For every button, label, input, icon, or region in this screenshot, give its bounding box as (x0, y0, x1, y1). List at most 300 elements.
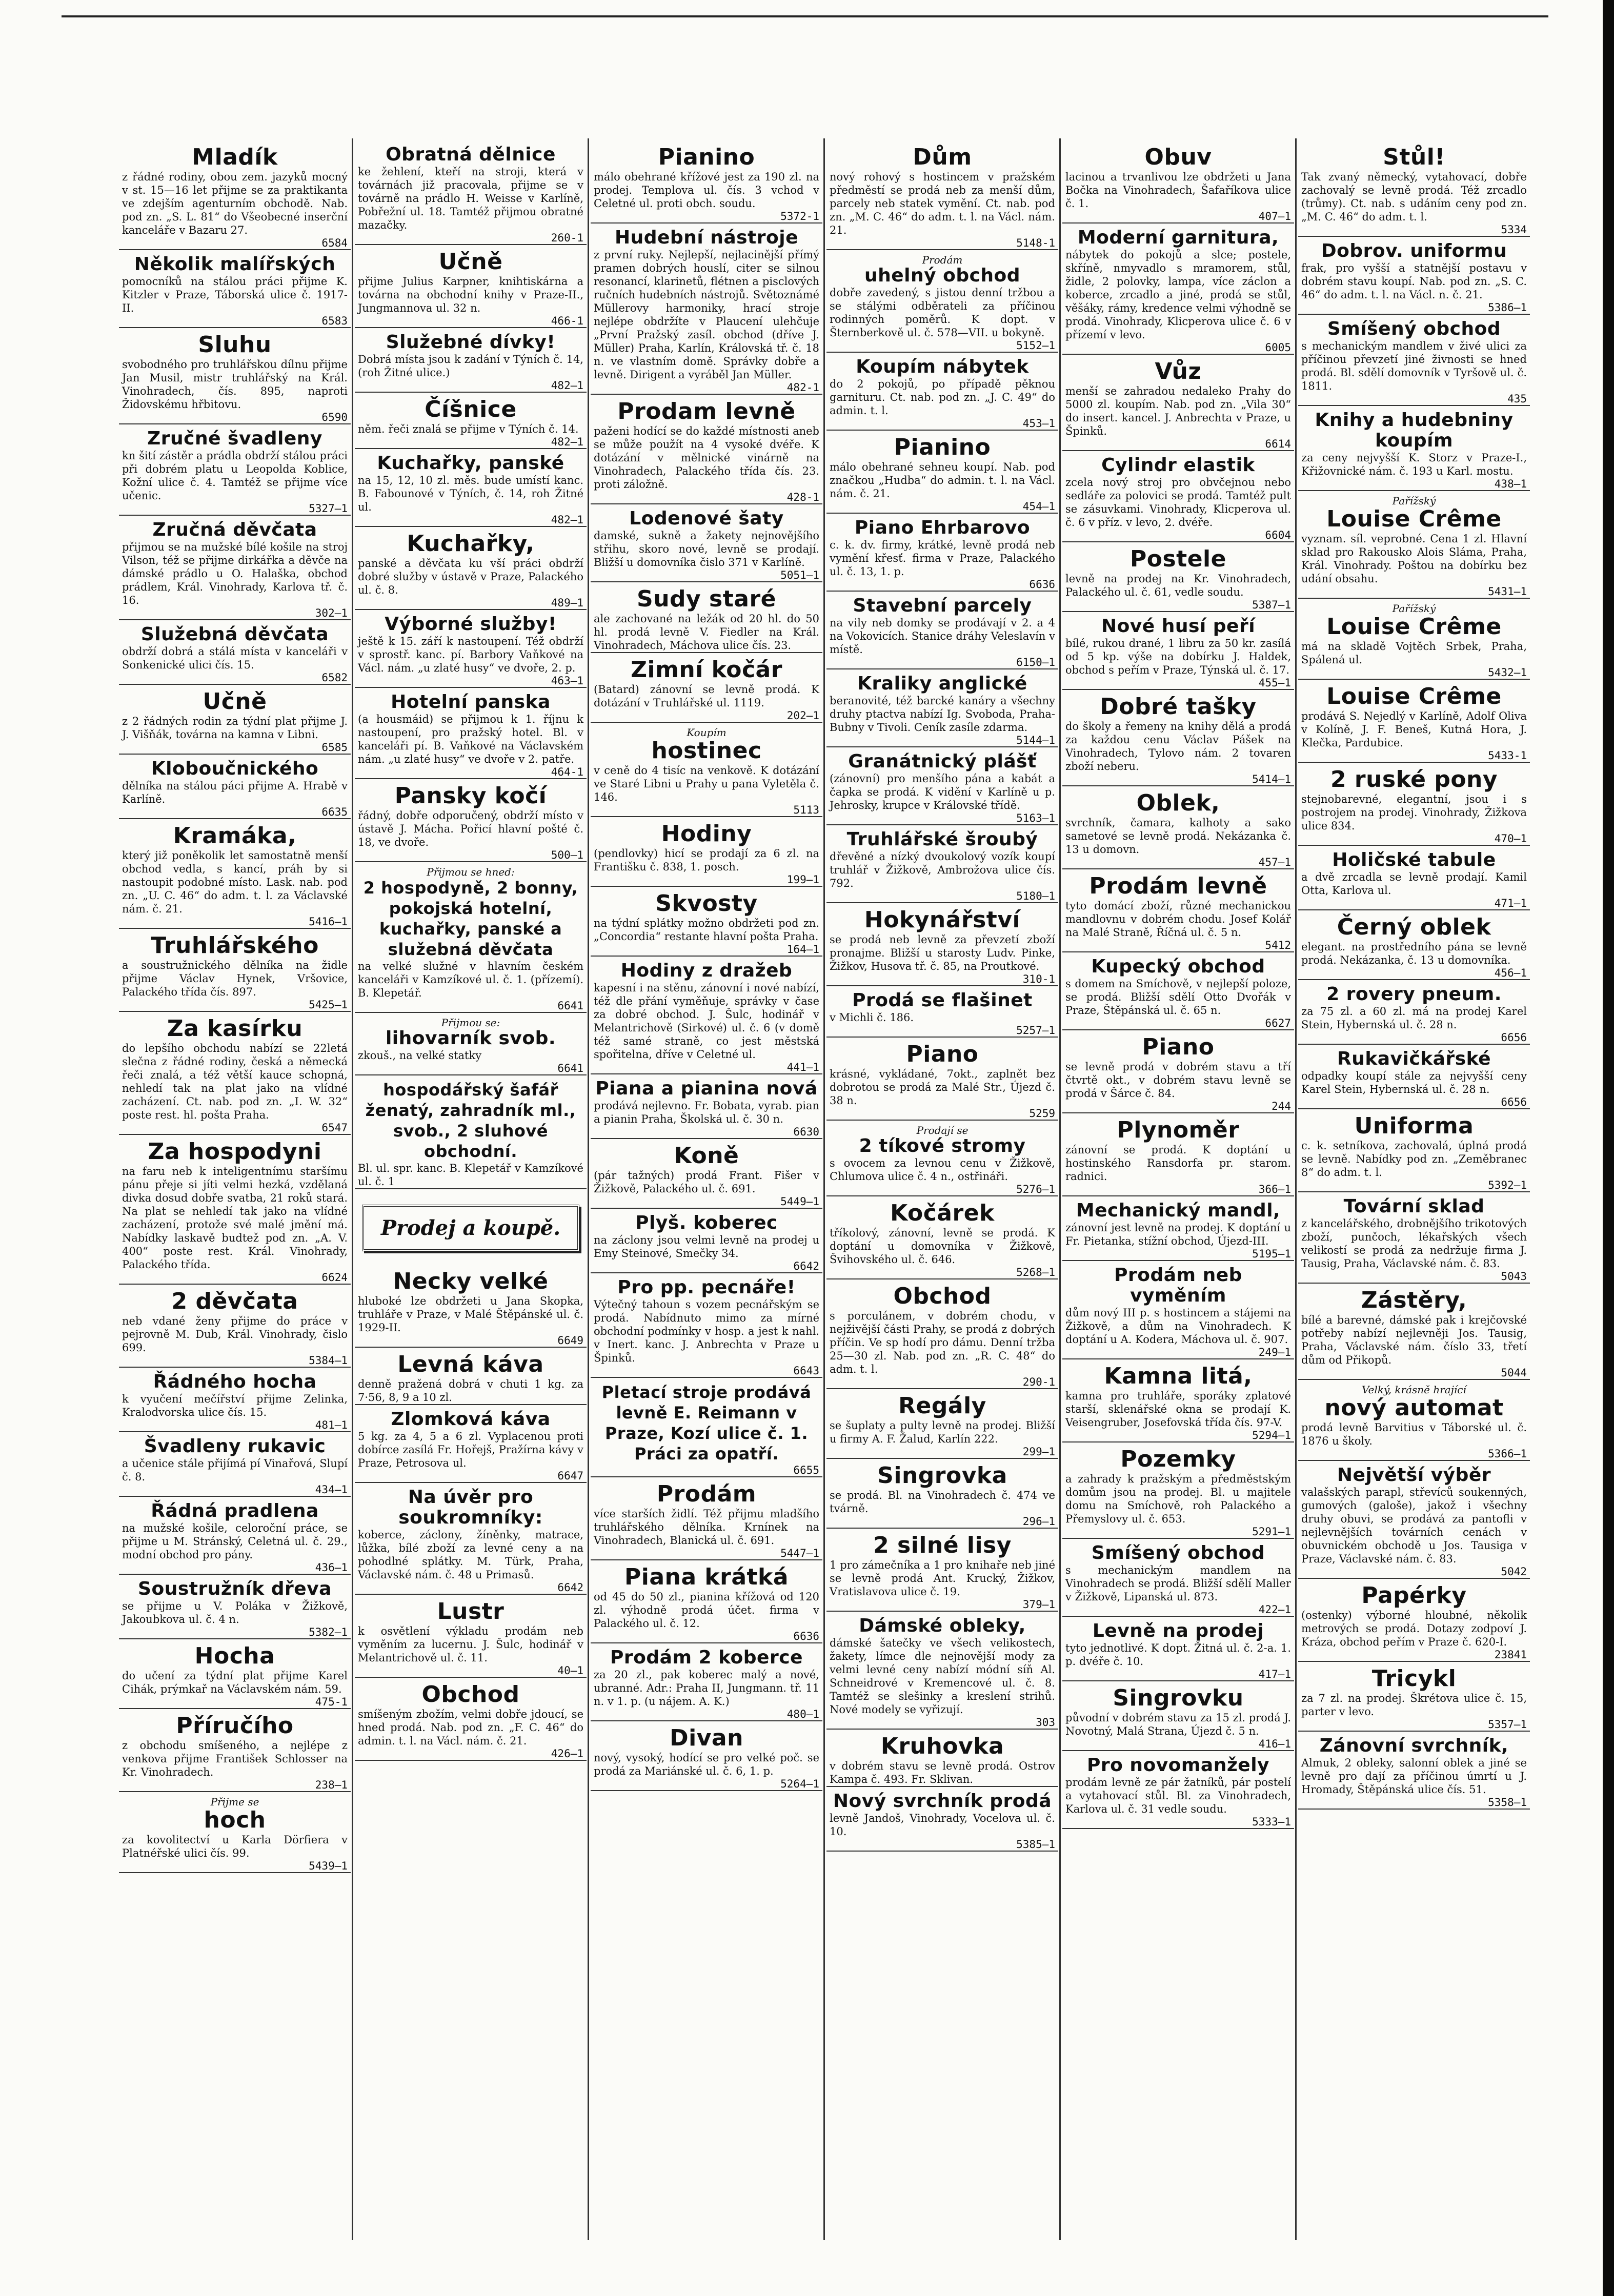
ad-heading: Kuchařky, panské (377, 453, 564, 474)
ad-heading: Skvosty (655, 890, 758, 917)
ad-reference-number: 481—1 (315, 1419, 348, 1431)
ad-body: za 75 zl. a 60 zl. má na prodej Karel Stein, Hybernská ul. č. 28 n. (1301, 1005, 1527, 1031)
ad-body: na mužské košile, celoroční práce, se přijme u M. Stránský, Celetná ul. č. 29., modní obchod pro pány. (122, 1522, 348, 1561)
ad-reference-number: 244 (1272, 1100, 1291, 1112)
ad-heading: Kupecký obchod (1091, 956, 1265, 977)
classified-ad (1062, 871, 1294, 952)
ad-body: na faru neb k inteligentnímu staršímu pánu přeje si jíti velmi hezká, vzdělaná divka dosud dobře svatba, 21 roků stará. Na plat se nehledí tak jako na vlídné zacházení, protože své malé jmění má. Nabídky laskavě budtež pod zn. „A. V. 400“ poste rest. Král. Vinohrady, Palackého třída. (122, 1165, 348, 1271)
ad-reference-number: 249—1 (1258, 1346, 1291, 1358)
classified-ad (826, 827, 1058, 903)
ad-heading: uhelný obchod (864, 265, 1021, 286)
ad-body: na záclony jsou velmi levně na prodej u Emy Steinové, Smečky 34. (594, 1234, 819, 1259)
ad-heading: Truhlářského (151, 932, 319, 959)
ad-reference-number: 5382—1 (309, 1626, 348, 1638)
classified-ad (355, 1015, 587, 1075)
classified-ad (1298, 1734, 1530, 1810)
classified-ad (119, 252, 351, 328)
ad-heading: Pro novomanžely (1086, 1755, 1270, 1776)
ad-heading: Obuv (1144, 144, 1212, 170)
ad-heading: Na úvěr pro soukromníky: (398, 1487, 543, 1528)
ad-body: denně pražená dobrá v chuti 1 kg. za 7·56, 8, 9 a 10 zl. (358, 1378, 583, 1404)
ad-reference-number: 260-1 (551, 232, 583, 244)
classified-ad (1062, 1683, 1294, 1751)
classified-ad (1062, 453, 1294, 542)
classified-ad (591, 1562, 822, 1643)
ad-heading: Levně na prodej (1092, 1620, 1264, 1641)
ad-heading: 2 tíkové stromy (859, 1135, 1026, 1156)
classified-ad (355, 781, 587, 862)
ad-body: na týdní splátky možno obdržeti pod zn. „Concordia“ restante hlavní pošta Praha. (594, 917, 819, 943)
ad-body: se šuplaty a pulty levně na prodej. Bližší u firmy A. F. Žalud, Karlín 222. (830, 1419, 1055, 1445)
ad-body: za kovolitectví u Karla Dörfiera v Platnéřské ulici čís. 99. (122, 1834, 348, 1859)
ad-body: Tak zvaný německý, vytahovací, dobře zachovalý se levně prodá. Též zrcadlo (trůmy). Ct. nab. s udáním ceny pod zn. „M. C. 46“ do adm. t. l. (1301, 171, 1527, 223)
ad-reference-number: 6642 (793, 1260, 819, 1272)
ad-reference-number: 5357—1 (1488, 1718, 1527, 1731)
ad-body: (pár tažných) prodá Frant. Fišer v Žižkově, Palackého ul. č. 691. (594, 1169, 819, 1195)
ad-reference-number: 5385—1 (1016, 1838, 1055, 1851)
ad-preface: Přijmou se: (441, 1017, 500, 1029)
ad-heading: Papérky (1361, 1582, 1467, 1609)
classified-ad (591, 1479, 822, 1560)
ad-body: obdrží dobrá a stálá místa v kanceláři v Sonkenické ulici čís. 15. (122, 645, 348, 671)
column-rule (1059, 138, 1061, 2240)
classified-ad (355, 143, 587, 245)
ad-reference-number: 434—1 (315, 1484, 348, 1496)
ad-heading: Největší výběr (1337, 1465, 1491, 1486)
ad-body: na 15, 12, 10 zl. měs. bude umístí kanc. B. Fabounové v Týních, č. 14, roh Žitné ul. (358, 474, 583, 513)
ad-heading: Singrovka (877, 1462, 1007, 1489)
classified-ad (119, 1794, 351, 1873)
ad-heading: Louise Crême (1326, 683, 1502, 709)
ad-body: (Batard) zánovní se levně prodá. K dotázání v Truhlářské ul. 1119. (594, 683, 819, 709)
ad-body: zánovní se prodá. K doptání u hostinského Ransdorfa pr. starom. radnici. (1065, 1144, 1291, 1183)
ad-reference-number: 441—1 (786, 1061, 819, 1073)
ad-reference-number: 463—1 (551, 675, 583, 687)
ad-heading: Zástěry, (1361, 1287, 1467, 1313)
ad-body: bílé a barevné, dámské pak i krejčovské potřeby nabízí nejlevněji Jos. Tausig, Praha, Václavské nám. číslo 33, třetí dům od Přikopů. (1301, 1314, 1527, 1366)
classified-ad (826, 143, 1058, 250)
ad-body: nábytek do pokojů a slce; postele, skříně, nmyvadlo s mramorem, stůl, židle, 2 polovky, lampa, více záclon a koberce, zrcadlo a jiné, prodá se stůl, věšáky, rámy, kredence velmi výhodně se prodá. Vinohrady, Klicperova ulice č. 6 v přízemí v levo. (1065, 249, 1291, 341)
ad-body: 5 kg. za 4, 5 a 6 zl. Vyplacenou proti dobírce zasílá Fr. Hořejš, Pražírna kávy v Praze, Petrosova ul. (358, 1430, 583, 1469)
ad-reference-number: 366—1 (1258, 1183, 1291, 1195)
ad-reference-number: 457—1 (1258, 856, 1291, 868)
ad-reference-number: 6636 (1029, 578, 1055, 591)
classified-ad (1062, 226, 1294, 355)
classified-ad (591, 143, 822, 223)
ad-heading: Hocha (194, 1643, 275, 1669)
classified-ad (591, 1380, 822, 1477)
classified-ad (119, 1577, 351, 1639)
ad-reference-number: 303 (1036, 1716, 1055, 1729)
ad-body: bílé, rukou drané, 1 libru za 50 kr. zasílá od 5 kp. výše na dobírku J. Haldek, obchod s peřím v Praze, Týnská ul. č. 17. (1065, 637, 1291, 676)
ad-body: za 7 zl. na prodej. Škrétova ulice č. 15, parter v levo. (1301, 1692, 1527, 1718)
ad-reference-number: 5257—1 (1016, 1024, 1055, 1037)
ad-body: c. k. dv. firmy, krátké, levně prodá neb vymění křesť. firma v Praze, Palackého ul. č. 13, 1. p. (830, 539, 1055, 578)
ad-reference-number: 5276—1 (1016, 1183, 1055, 1195)
ad-preface: Pařížský (1392, 495, 1436, 507)
ad-heading: Moderní garnitura, (1077, 227, 1279, 248)
ad-reference-number: 5387—1 (1252, 599, 1291, 611)
classified-ad (1298, 493, 1530, 599)
ad-body: má na skladě Vojtěch Srbek, Praha, Spálená ul. (1301, 640, 1527, 666)
ad-body: frak, pro vyšší a statnější postavu v dobrém stavu koupí. Nab. pod zn. „S. C. 46“ do adm. t. l. na Václ. n. č. 21. (1301, 262, 1527, 301)
ad-reference-number: 471—1 (1494, 897, 1527, 909)
ad-reference-number: 5366—1 (1488, 1448, 1527, 1460)
ad-heading: Truhlářské šroubý (846, 829, 1038, 850)
ad-reference-number: 6655 (793, 1464, 819, 1476)
ad-heading: Služebná děvčata (140, 624, 329, 645)
ad-body: do učení za týdní plat přijme Karel Cihák, prýmkař na Václavském nám. 59. (122, 1670, 348, 1695)
ad-reference-number: 202—1 (786, 709, 819, 722)
classified-ad (826, 252, 1058, 353)
ad-body: dům nový III p. s hostincem a stájemi na Žižkově, a dům na Vinohradech. K doptání u A. Kodera, Máchova ul. č. 907. (1065, 1307, 1291, 1346)
ad-heading: Regály (898, 1393, 986, 1419)
classified-ad (591, 959, 822, 1074)
ad-reference-number: 422—1 (1258, 1603, 1291, 1616)
ad-body: (zánovní) pro menšího pána a kabát a čapka se prodá. K vidění v Karlíně u p. Jehrosky, krupce v Královské třídě. (830, 773, 1055, 811)
ad-heading: Sluhu (198, 332, 272, 358)
classified-ad (355, 529, 587, 610)
ad-body: smíšeným zbožím, velmi dobře jdoucí, se hned prodá. Nab. pod zn. „F. C. 46“ do admin. t. l. na Václ. nám. č. 21. (358, 1708, 583, 1747)
ad-heading: Piano Ehrbarovo (854, 517, 1031, 538)
ad-heading: Kočárek (890, 1200, 995, 1226)
ad-reference-number: 5449—1 (780, 1195, 819, 1208)
ad-heading: Necky velké (393, 1268, 549, 1294)
ad-heading: 2 hospodyně, 2 bonny, pokojská hotelní, kuchařky, panské a služebná děvčata (363, 878, 578, 959)
ad-heading: Oblek, (1136, 790, 1220, 816)
ad-reference-number: 6642 (557, 1581, 583, 1594)
classified-ad (591, 506, 822, 582)
ad-heading: Zručná děvčata (152, 519, 317, 540)
ad-body: ke žehlení, kteří na stroji, která v továrnách již pracovala, přijme se v továrně na prádlo H. Weisse v Karlíně, Pobřežní ul. 18. Tamtéž přijmou obratné mazačky. (358, 166, 583, 231)
ad-body: tříkolový, zánovní, levně se prodá. K doptání u domovníka v Žižkově, Švihovského ul. č. 646. (830, 1227, 1055, 1266)
ad-heading: Řádná pradlena (151, 1500, 319, 1521)
ad-column-6 (1298, 143, 1530, 2234)
classified-ad (1298, 1286, 1530, 1380)
classified-ad (1298, 143, 1530, 237)
ad-reference-number: 6649 (557, 1334, 583, 1347)
classified-ad (591, 1076, 822, 1139)
ad-heading: Pianino (894, 434, 991, 460)
classified-ad (1062, 1619, 1294, 1681)
ad-body: prodá levně Barvitius v Táborské ul. č. 1876 u školy. (1301, 1421, 1527, 1447)
ad-heading: Kramáka, (173, 823, 297, 849)
ad-body: ale zachované na ležák od 20 hl. do 50 hl. prodá levně V. Fiedler na Král. Vinohradech, Máchova ulice čís. 23. (594, 613, 819, 652)
ad-body: kapesní i na stěnu, zánovní i nové nabízí, též dle přání vyměňuje, správky v čase za dobré obchod. J. Šulc, hodinář v Melantrichově (Sirkové) ul. č. 6 (v domě též samé straně, co jest městská spořitelna, dříve v Celetné ul. (594, 982, 819, 1061)
ad-body: z 2 řádných rodin za týdní plat přijme J. J. Višňák, továrna na kamna v Libni. (122, 715, 348, 741)
ad-heading: Kruhovka (880, 1733, 1004, 1759)
ad-heading: Řádného hocha (153, 1371, 317, 1392)
ad-reference-number: 379—1 (1022, 1598, 1055, 1611)
classified-ad (1298, 317, 1530, 406)
classified-ad (1298, 408, 1530, 491)
ad-heading: Zánovní svrchník, (1319, 1735, 1509, 1756)
ad-reference-number: 6627 (1265, 1017, 1291, 1029)
ad-heading: Sudy staré (637, 586, 776, 612)
ad-body: z první ruky. Nejlepší, nejlacinější přímý pramen dobrých houslí, citer se silnou resonancí, klarinetů, flétnen a pisclových ručních hudebních nástrojů. Světoznámé Müllerovy harmoniky, hrací stroje nejlépe obdržíte v Plaucení ulehčuje „První Pražský zasíl. obchod (dříve J. Müller) Praha, Karlín, Královská tř. č. 18 n. ve vlastním domě. Správky dobře a levně. Dirigent a vyráběl Jan Müller. (594, 249, 819, 381)
column-rule (588, 138, 589, 2240)
ad-body: málo obehrané sehneu koupí. Nab. pod značkou „Hudba“ do admin. t. l. na Václ. nám. č. 21. (830, 461, 1055, 500)
classified-ad (119, 821, 351, 929)
classified-ad (591, 655, 822, 723)
ad-reference-number: 5268—1 (1016, 1266, 1055, 1278)
ad-body: kn šití zástěr a prádla obdrží stálou práci při dobrém platu u Leopolda Koblice, Kožní ulice č. 4. Tamtéž se přijme více učenic. (122, 450, 348, 502)
ad-heading: Hotelní panska (391, 692, 551, 713)
ad-body: c. k. setníkova, zachovalá, úplná prodá se levně. Nabídky pod zn. „Zeměbranec 8“ do adm. t. l. (1301, 1140, 1527, 1179)
ad-body: tyto jednotlivé. K dopt. Žitná ul. č. 2-a. 1. p. dvéře č. 10. (1065, 1642, 1291, 1668)
ad-heading: Knihy a hudebniny koupím (1315, 410, 1514, 451)
ad-body: k vyučení mečířství přijme Zelinka, Kralodvorska ulice čís. 15. (122, 1393, 348, 1418)
ad-reference-number: 453—1 (1022, 417, 1055, 430)
ad-body: neb vdané ženy přijme do práce v pejrovně M. Dub, Král. Vinohrady, čislo 699. (122, 1315, 348, 1354)
classified-ad (119, 1287, 351, 1368)
classified-ad (591, 1275, 822, 1378)
ad-body: v ceně do 4 tisíc na venkově. K dotázání ve Staré Libni u Prahy u pana Vyletěla č. 146. (594, 764, 819, 803)
ad-body: více starších židlí. Též přijmu mladšího truhlářského dělníka. Krnínek na Vinohradech, Blanická ul. č. 691. (594, 1508, 819, 1547)
classified-ad (826, 1732, 1058, 1787)
ad-reference-number: 466-1 (551, 315, 583, 327)
classified-ad (119, 1434, 351, 1497)
ad-body: se přijme u V. Poláka v Žižkově, Jakoubkova ul. č. 4 n. (122, 1600, 348, 1626)
classified-ad (591, 1645, 822, 1721)
classified-ad (355, 247, 587, 328)
ad-heading: 2 silné lisy (873, 1532, 1012, 1558)
classified-ad (1062, 544, 1294, 612)
classified-ad (826, 905, 1058, 986)
section-heading: Prodej a koupě. (362, 1205, 579, 1251)
classified-ad (1062, 614, 1294, 690)
ad-reference-number: 436—1 (315, 1561, 348, 1574)
classified-ad (1062, 1753, 1294, 1829)
ad-heading: lihovarník svob. (385, 1028, 556, 1049)
ad-reference-number: 454—1 (1022, 500, 1055, 513)
ad-body: z obchodu smíšeného, a nejlépe z venkova přijme František Schlosser na Kr. Vinohradech. (122, 1739, 348, 1778)
ad-heading: Soustružník dřeva (138, 1578, 332, 1599)
ad-body: do školy a řemeny na knihy dělá a prodá za každou cenu Václav Pášek na Vinohradech, Tylovo nám. 2 tovaren zboží neberu. (1065, 720, 1291, 773)
classified-ad (826, 988, 1058, 1038)
ad-heading: Tovární sklad (1343, 1196, 1485, 1217)
classified-ad (355, 1407, 587, 1483)
classified-ad (591, 1211, 822, 1273)
classified-ad (1062, 954, 1294, 1030)
ad-heading: Hokynářství (864, 907, 1021, 933)
classified-ad (1298, 1463, 1530, 1579)
ad-reference-number: 5113 (793, 804, 819, 816)
ad-body: zkouš., na velké statky (358, 1049, 482, 1062)
ad-heading: Obchod (421, 1681, 520, 1708)
ad-heading: Za kasírku (167, 1015, 303, 1042)
ad-body: dělníka na stálou páci přijme A. Hrabě v Karlíně. (122, 780, 348, 805)
classified-ad (119, 518, 351, 620)
ad-heading: Nový svrchník prodá (833, 1791, 1052, 1812)
ad-heading: Pansky kočí (394, 783, 547, 809)
ad-reference-number: 5412 (1265, 939, 1291, 951)
ad-body: do lepšího obchodu nabízí se 22letá slečna z řádné rodiny, česká a německá řeči znalá, a též větší kauce schopná, nehledí tak na plat jako na vlídné zacházení. Ct. nab. pod zn. „I. W. 32“ poste rest. hl. pošta Praha. (122, 1042, 348, 1121)
ad-heading: Za hospodyni (148, 1139, 322, 1165)
ad-reference-number: 417—1 (1258, 1668, 1291, 1680)
ad-reference-number: 6583 (321, 315, 348, 327)
ad-heading: Levná káva (397, 1351, 544, 1377)
classified-ad (119, 426, 351, 516)
ad-heading: Lustr (437, 1598, 505, 1624)
ad-reference-number: 5439—1 (309, 1860, 348, 1872)
ad-body: s ovocem za levnou cenu v Žižkově, Chlumova ulice č. 4 n., ostřináři. (830, 1157, 1055, 1183)
classified-ad (355, 330, 587, 393)
ad-reference-number: 5180—1 (1016, 890, 1055, 902)
classified-ad (826, 1123, 1058, 1196)
ad-reference-number: 5425—1 (309, 999, 348, 1011)
ad-heading: Zručné švadleny (147, 428, 322, 449)
ad-reference-number: 482—1 (551, 379, 583, 392)
ad-body: za ceny nejvyšší K. Storz v Praze-I., Křižovnické nám. č. 193 u Karl. mostu. (1301, 452, 1527, 477)
classified-ad (591, 1141, 822, 1209)
ad-reference-number: 6647 (557, 1470, 583, 1482)
ad-reference-number: 5264—1 (780, 1778, 819, 1790)
classified-ad (355, 451, 587, 527)
classified-ad (1298, 239, 1530, 315)
classified-ad (826, 1040, 1058, 1121)
ad-heading: 2 ruské pony (1330, 766, 1498, 793)
ad-heading: Tricykl (1371, 1665, 1457, 1692)
ad-body: koberce, záclony, žíněnky, matrace, lůžka, bílé zboží za levné ceny a na pohodlné splátky. M. Türk, Praha, Václavské nám. č. 48 u Primasů. (358, 1529, 583, 1581)
classified-ad (1298, 765, 1530, 846)
ad-reference-number: 290-1 (1022, 1376, 1055, 1388)
ad-heading: Obchod (893, 1283, 992, 1309)
ad-heading: Smíšený obchod (1091, 1542, 1265, 1563)
ad-body: který již poněkolik let samostatně menší obchod vedla, s kancí, práh by si nastoupit podobné místo. Lask. nab. pod zn. „U. C. 46“ do adm. t. l. za Václavské nám. č. 21. (122, 849, 348, 915)
ad-heading: Piana a pianina nová (595, 1078, 818, 1099)
classified-ad (826, 672, 1058, 747)
ad-heading: Stůl! (1383, 144, 1445, 170)
ad-heading: Kuchařky, (407, 531, 535, 557)
classified-ad (1298, 982, 1530, 1045)
ad-body: za 20 zl., pak koberec malý a nové, ubranné. Adr.: Praha II, Jungmann. tř. 11 n. v 1. p. (u nájem. A. K.) (594, 1669, 819, 1708)
ad-reference-number: 5291—1 (1252, 1526, 1291, 1538)
ad-reference-number: 6624 (321, 1271, 348, 1284)
ad-reference-number: 199—1 (786, 873, 819, 886)
classified-ad (826, 1461, 1058, 1529)
classified-ad (591, 397, 822, 504)
ad-reference-number: 6643 (793, 1365, 819, 1377)
ad-heading: Louise Crême (1326, 614, 1502, 640)
classified-ad (591, 1723, 822, 1791)
ad-reference-number: 6641 (557, 1000, 583, 1012)
ad-reference-number: 164—1 (786, 943, 819, 956)
ad-body: svobodného pro truhlářskou dílnu přijme Jan Musil, mistr truhlářský na Král. Vinohradech, čís. 895, naproti Židovskému hřbitovu. (122, 358, 348, 411)
ad-body: 1 pro zámečníka a 1 pro knihaře neb jiné se levně prodá Ant. Krucký, Žižkov, Vratislavova ulice č. 19. (830, 1559, 1055, 1598)
classified-ad (1298, 1664, 1530, 1732)
ad-heading: Služebné dívky! (386, 332, 556, 353)
ad-heading: Výborné služby! (385, 614, 557, 635)
ad-reference-number: 302—1 (315, 607, 348, 619)
ad-body: hluboké lze obdržeti u Jana Skopka, truhláře v Praze, v Malé Štěpánské ul. č. 1929-II. (358, 1295, 583, 1334)
ad-heading: 2 děvčata (171, 1288, 298, 1314)
classified-ad (1062, 1115, 1294, 1196)
ad-reference-number: 482—1 (551, 436, 583, 448)
ad-preface: Přijmou se hned: (427, 866, 515, 878)
ad-body: z kancelářského, drobnějšího trikotových zboží, punčoch, lékařských všech velikostí se prodá za nedržuje firma J. Tausig, Praha, Václavské nám. č. 83. (1301, 1217, 1527, 1270)
ad-heading: Prodám neb vyměním (1114, 1265, 1242, 1306)
ad-body: něm. řeči znalá se přijme v Týních č. 14. (358, 423, 579, 435)
ad-body: a zahrady k pražským a předměstským domům jsou na prodej. Bl. u majitele domu na Smíchově, roh Palackého a Přemyslovy ul. č. 653. (1065, 1473, 1291, 1525)
classified-ad (119, 1014, 351, 1135)
ad-heading: Zlomková káva (391, 1409, 551, 1430)
ad-reference-number: 482-1 (786, 381, 819, 394)
ad-body: valašských parapl, střevíců soukenných, gumových (galoše), jakož i všechny druhy obuvi, se prodává za pantofli v nejlevnějších továrních cenách v obuvnickém obchodě u Jos. Tausiga v Praze, Václavské nám. č. 83. (1301, 1486, 1527, 1565)
ad-body: dobře zavedený, s jistou denní tržbou a se stálými odběrateli za příčinou rodinných poměrů. K dopt. v Šternberkově ul. č. 578—VII. u bokyně. (830, 287, 1055, 339)
ad-reference-number: 489—1 (551, 597, 583, 609)
ad-heading: Švadleny rukavic (144, 1436, 326, 1457)
ad-body: levně na prodej na Kr. Vinohradech, Palackého ul. č. 61, vedle soudu. (1065, 573, 1291, 598)
ad-heading: hostinec (651, 738, 762, 764)
ad-reference-number: 6641 (557, 1062, 583, 1074)
ad-reference-number: 464-1 (551, 766, 583, 778)
ad-reference-number: 5431—1 (1488, 585, 1527, 598)
classified-ad (826, 749, 1058, 825)
classified-ad (355, 395, 587, 449)
ad-reference-number: 310-1 (1022, 973, 1055, 985)
ad-heading: Dobré tašky (1100, 694, 1257, 720)
ad-heading: Prodám 2 koberce (610, 1647, 803, 1668)
ad-column-3 (591, 143, 822, 2234)
ad-body: se levně prodá v dobrém stavu a tří čtvrtě okt., v dobrém stavu levně se prodá v Šárce č. 84. (1065, 1061, 1291, 1100)
classified-ad (826, 1614, 1058, 1730)
ad-body: Výtečný tahoun s vozem pecnářským se prodá. Nabídnuto mimo za mírné obchodní podmínky v hosp. a jest k nahl. v Inert. kanc. J. Anbrechta v Praze u Špinků. (594, 1298, 819, 1364)
ad-heading: 2 rovery pneum. (1326, 984, 1502, 1005)
ad-heading: Několik malířských (134, 254, 336, 275)
ad-reference-number: 5392—1 (1488, 1179, 1527, 1191)
ad-heading: Nové husí peří (1101, 616, 1256, 637)
ad-reference-number: 438—1 (1494, 478, 1527, 490)
classified-ad (119, 687, 351, 755)
ad-heading: Hodiny z dražeb (620, 960, 793, 981)
ad-reference-number: 5042 (1501, 1566, 1527, 1578)
classified-ad (355, 1078, 587, 1189)
ad-heading: Uniforma (1354, 1113, 1474, 1139)
ad-reference-number: 6585 (321, 741, 348, 754)
ad-reference-number: 6547 (321, 1122, 348, 1134)
ad-reference-number: 5327—1 (309, 502, 348, 515)
ad-reference-number: 5384—1 (309, 1354, 348, 1367)
ad-heading: Holičské tabule (1332, 849, 1496, 870)
classified-ad (1298, 912, 1530, 980)
ad-heading: Mladík (192, 144, 278, 170)
ad-body: se prodá neb levně za převzetí zboží pronajme. Bližší u starosty Ludv. Pinke, Žižkov, Husova tř. č. 85, na Proutkové. (830, 933, 1055, 972)
ad-heading: Černý oblek (1337, 914, 1491, 940)
ad-reference-number: 5333—1 (1252, 1816, 1291, 1828)
ad-reference-number: 5163—1 (1016, 812, 1055, 824)
ad-reference-number: 299—1 (1022, 1446, 1055, 1458)
ad-preface: Prodají se (916, 1124, 969, 1136)
ad-reference-number: 5195—1 (1252, 1248, 1291, 1260)
ad-heading: Koně (674, 1143, 739, 1169)
classified-ad (826, 1391, 1058, 1459)
ad-heading: Hodiny (661, 821, 752, 847)
classified-ad (591, 819, 822, 887)
ad-heading: Kloboučnického (151, 758, 319, 779)
ad-body: s domem na Smíchově, v nejlepší poloze, se prodá. Bližší sdělí Otto Dvořák v Praze, Štěpánská ul. č. 65 n. (1065, 978, 1291, 1017)
ad-body: s porculánem, v dobrém chodu, v nejživější části Prahy, se prodá z dobrých příčin. Ve sp hodí pro dámu. Denní tržba 25—30 zl. Nab. pod zn. „R. C. 48“ do adm. t. l. (830, 1310, 1055, 1375)
page-edge (1603, 0, 1614, 2296)
classified-ad (1062, 1032, 1294, 1113)
classified-ad (119, 1370, 351, 1432)
ad-body: dřevěné a nízký dvoukolový vozík koupí truhlář v Žižkově, Ambrožova ulice čís. 792. (830, 850, 1055, 889)
ad-body: krásné, vykládané, 7okt., zaplnět bez dobrotou se prodá za Malé Str., Újezd č. 38 n. (830, 1068, 1055, 1107)
ad-reference-number: 416—1 (1258, 1738, 1291, 1750)
ad-reference-number: 23841 (1494, 1649, 1527, 1661)
ad-reference-number: 455—1 (1258, 677, 1291, 689)
ad-heading: Učně (438, 249, 503, 275)
